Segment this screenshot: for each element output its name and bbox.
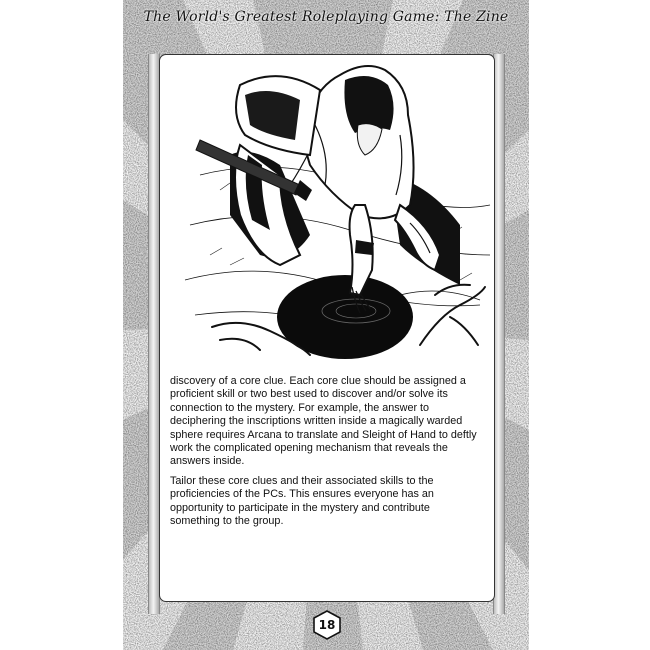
page-number: 18 (318, 618, 336, 632)
zine-page (123, 0, 529, 650)
hooded-figure-illustration (160, 55, 494, 367)
paragraph-core-clue: discovery of a core clue. Each core clue should be assigned a proficient skill or two best used to discover and/or solve its connection to the mystery. For example, the answer to deciphering the inscriptions written inside a magically warded sphere requires Arcana to translate and Sleight of Hand to deftly work the complicated opening mechanism that reveals the answers inside. (170, 375, 477, 468)
running-header: The World's Greatest Roleplaying Game: The Zine (143, 9, 509, 25)
paragraph-tailor-clues: Tailor these core clues and their associated skills to the proficiencies of the PCs. This ensures everyone has an opportunity to participate in the mystery and contribute something to the group. (170, 474, 434, 528)
content-panel (159, 54, 495, 602)
body-text (170, 375, 482, 534)
